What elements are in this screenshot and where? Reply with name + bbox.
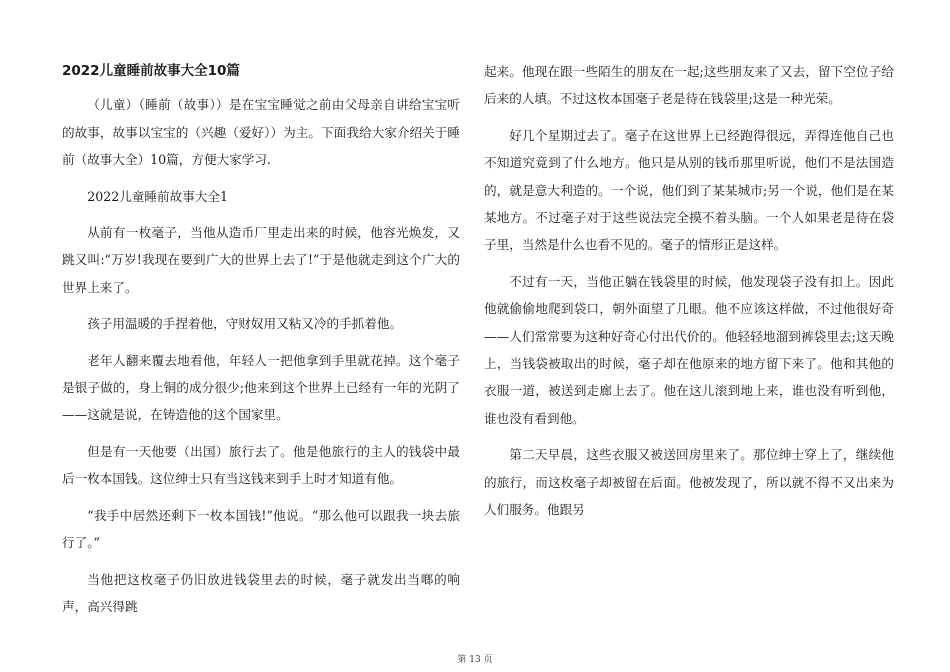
document-title: 2022儿童睡前故事大全10篇 bbox=[62, 63, 240, 79]
section-heading: 2022儿童睡前故事大全1 bbox=[87, 188, 229, 204]
story-paragraph: 好几个星期过去了。毫子在这世界上已经跑得很远，弄得连他自己也不知道究竟到了什么地方。他只是从别的钱币那里听说，他们不是法国造的，就是意大利造的。一个说，他们到了某某城市;另一个说，他们是在某某地方。不过毫子对于这些说法完全摸不着头脑。一个人如果老是待在袋子里，当然是什么也看不见的。毫子的情形正是这样。 bbox=[484, 127, 894, 253]
story-paragraph: 老年人翻来覆去地看他，年轻人一把他拿到手里就花掉。这个毫子是银子做的，身上铜的成分很少;他来到这个世界上已经有一年的光阴了——这就是说，在铸造他的这个国家里。 bbox=[62, 352, 460, 423]
story-paragraph: 当他把这枚毫子仍旧放进钱袋里去的时候，毫子就发出当啷的响声，高兴得跳 bbox=[62, 571, 460, 614]
left-column bbox=[62, 58, 460, 629]
story-paragraph: “我手中居然还剩下一枚本国钱!”他说。“那么他可以跟我一块去旅行了。” bbox=[62, 507, 460, 551]
page-number: 第 13 页 bbox=[457, 655, 493, 665]
story-paragraph: 第二天早晨，这些衣服又被送回房里来了。那位绅士穿上了，继续他的旅行，而这枚毫子却被留在后面。他被发现了，所以就不得不又出来为人们服务。他跟另 bbox=[484, 447, 894, 518]
story-paragraph: 从前有一枚毫子，当他从造币厂里走出来的时候，他容光焕发，又跳又叫:“万岁!我现在要到广大的世界上去了!”于是他就走到这个广大的世界上来了。 bbox=[62, 225, 460, 295]
right-column bbox=[484, 58, 894, 533]
story-paragraph: 孩子用温暖的手捏着他，守财奴用又粘又冷的手抓着他。 bbox=[87, 316, 403, 332]
story-paragraph-continued: 起来。他现在跟一些陌生的朋友在一起;这些朋友来了又去，留下空位子给后来的人填。不过这枚本国毫子老是待在钱袋里;这是一种光荣。 bbox=[484, 64, 894, 107]
story-paragraph: 不过有一天，当他正躺在钱袋里的时候，他发现袋子没有扣上。因此他就偷偷地爬到袋口，朝外面望了几眼。他不应该这样做，不过他很好奇——人们常常要为这种好奇心付出代价的。他轻轻地溜到裤袋里去;这天晚上，当钱袋被取出的时候，毫子却在他原来的地方留下来了。他和其他的衣服一道，被送到走廊上去了。他在这儿滚到地上来，谁也没有听到他，谁也没有看到他。 bbox=[484, 273, 894, 426]
story-paragraph: 但是有一天他要（出国）旅行去了。他是他旅行的主人的钱袋中最后一枚本国钱。这位绅士只有当这钱来到手上时才知道有他。 bbox=[62, 443, 460, 487]
intro-paragraph: （儿童）（睡前（故事））是在宝宝睡觉之前由父母亲自讲给宝宝听的故事，故事以宝宝的（兴趣（爱好））为主。下面我给大家介绍关于睡前（故事大全）10篇，方便大家学习. bbox=[62, 97, 460, 168]
